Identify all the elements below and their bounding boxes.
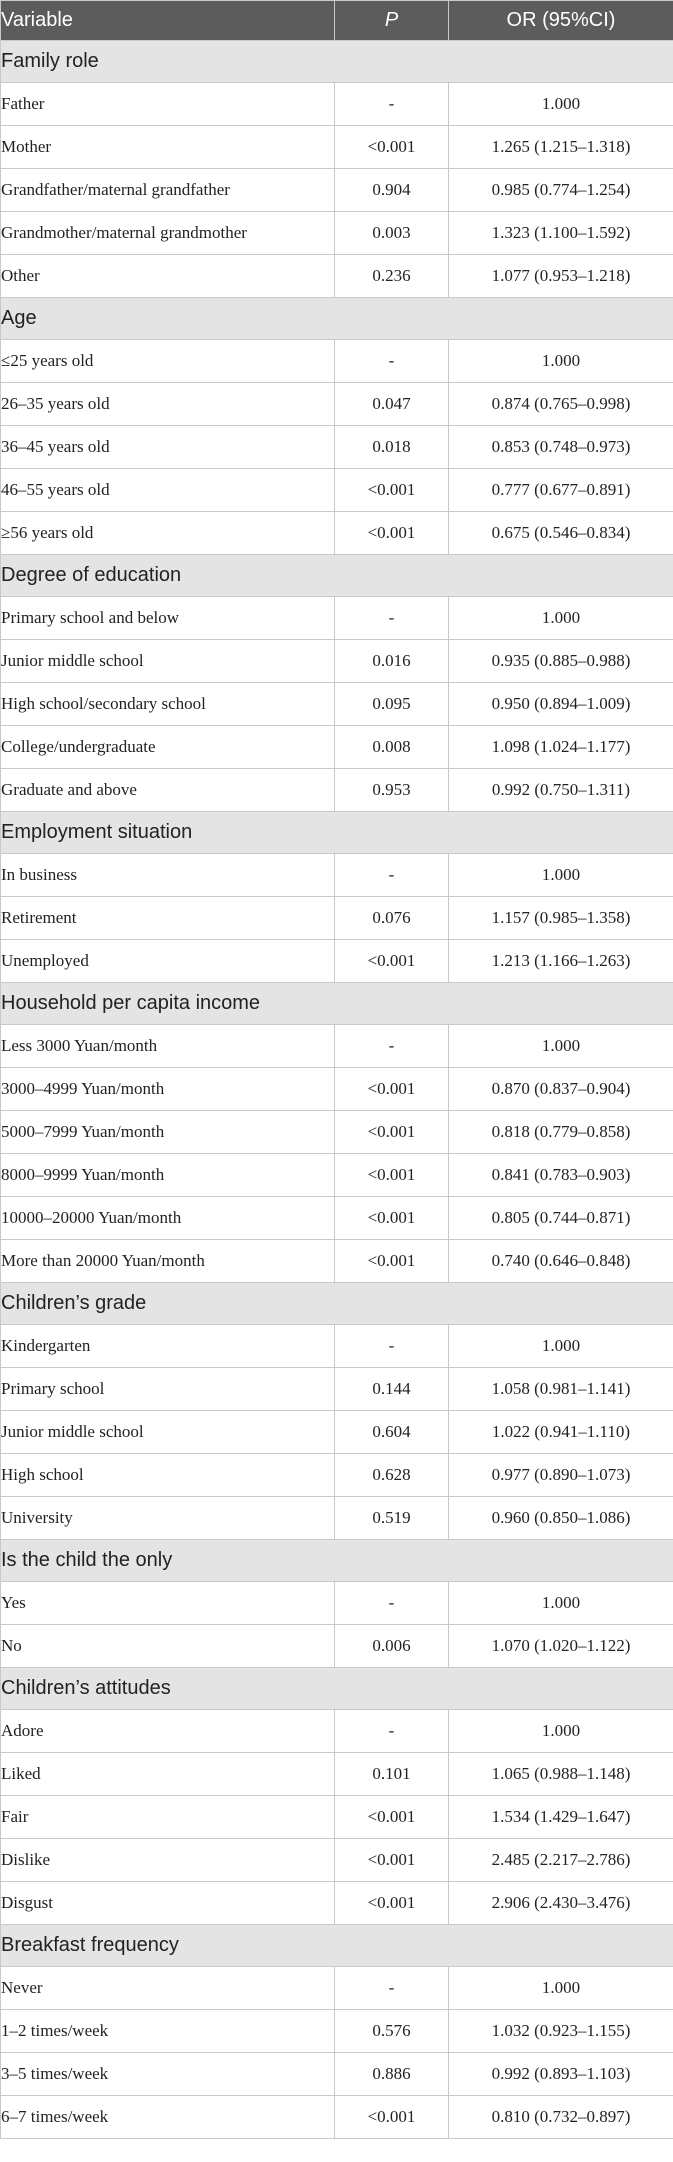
- p-value-cell: 0.236: [335, 255, 449, 298]
- section-title: Age: [1, 298, 673, 340]
- variable-cell: Adore: [1, 1710, 335, 1753]
- variable-cell: 5000–7999 Yuan/month: [1, 1111, 335, 1154]
- table-row: [1, 1753, 673, 1796]
- variable-cell: Grandmother/maternal grandmother: [1, 212, 335, 255]
- header-or: OR (95%CI): [449, 1, 673, 41]
- table-row: [1, 1325, 673, 1368]
- p-value-cell: 0.008: [335, 726, 449, 769]
- p-value-cell: 0.519: [335, 1497, 449, 1540]
- table-row: [1, 512, 673, 555]
- p-value-cell: 0.101: [335, 1753, 449, 1796]
- table-row: [1, 212, 673, 255]
- variable-cell: 3–5 times/week: [1, 2053, 335, 2096]
- variable-cell: Primary school and below: [1, 597, 335, 640]
- variable-cell: 1–2 times/week: [1, 2010, 335, 2053]
- variable-cell: Junior middle school: [1, 1411, 335, 1454]
- table-row: [1, 1710, 673, 1753]
- variable-cell: 3000–4999 Yuan/month: [1, 1068, 335, 1111]
- table-row: [1, 597, 673, 640]
- section-title: Children’s attitudes: [1, 1668, 673, 1710]
- odds-ratio-cell: 0.874 (0.765–0.998): [449, 383, 673, 426]
- odds-ratio-cell: 1.098 (1.024–1.177): [449, 726, 673, 769]
- table-row: [1, 1882, 673, 1925]
- table-row: [1, 854, 673, 897]
- p-value-cell: -: [335, 597, 449, 640]
- section-header-row: [1, 1668, 673, 1710]
- odds-ratio-cell: 0.853 (0.748–0.973): [449, 426, 673, 469]
- odds-ratio-cell: 1.157 (0.985–1.358): [449, 897, 673, 940]
- variable-cell: University: [1, 1497, 335, 1540]
- table-row: [1, 255, 673, 298]
- section-title: Breakfast frequency: [1, 1925, 673, 1967]
- variable-cell: Grandfather/maternal grandfather: [1, 169, 335, 212]
- odds-ratio-cell: 1.000: [449, 340, 673, 383]
- variable-cell: More than 20000 Yuan/month: [1, 1240, 335, 1283]
- odds-ratio-cell: 2.906 (2.430–3.476): [449, 1882, 673, 1925]
- section-title: Children’s grade: [1, 1283, 673, 1325]
- p-value-cell: 0.144: [335, 1368, 449, 1411]
- odds-ratio-cell: 1.032 (0.923–1.155): [449, 2010, 673, 2053]
- odds-ratio-cell: 1.000: [449, 1025, 673, 1068]
- odds-ratio-cell: 0.740 (0.646–0.848): [449, 1240, 673, 1283]
- odds-ratio-cell: 0.950 (0.894–1.009): [449, 683, 673, 726]
- odds-ratio-cell: 0.841 (0.783–0.903): [449, 1154, 673, 1197]
- odds-ratio-cell: 0.960 (0.850–1.086): [449, 1497, 673, 1540]
- variable-cell: Primary school: [1, 1368, 335, 1411]
- variable-cell: Liked: [1, 1753, 335, 1796]
- table-row: [1, 1240, 673, 1283]
- odds-ratio-cell: 0.675 (0.546–0.834): [449, 512, 673, 555]
- variable-cell: High school: [1, 1454, 335, 1497]
- table-row: [1, 2096, 673, 2139]
- table-row: [1, 383, 673, 426]
- variable-cell: Fair: [1, 1796, 335, 1839]
- p-value-cell: 0.904: [335, 169, 449, 212]
- odds-ratio-cell: 0.805 (0.744–0.871): [449, 1197, 673, 1240]
- odds-ratio-cell: 1.000: [449, 597, 673, 640]
- p-value-cell: <0.001: [335, 126, 449, 169]
- p-value-cell: 0.003: [335, 212, 449, 255]
- p-value-cell: 0.016: [335, 640, 449, 683]
- p-value-cell: <0.001: [335, 1154, 449, 1197]
- table-row: [1, 169, 673, 212]
- odds-ratio-cell: 1.000: [449, 1325, 673, 1368]
- p-value-cell: 0.076: [335, 897, 449, 940]
- p-value-cell: -: [335, 340, 449, 383]
- table-row: [1, 1025, 673, 1068]
- variable-cell: Never: [1, 1967, 335, 2010]
- table-row: [1, 126, 673, 169]
- p-value-cell: 0.006: [335, 1625, 449, 1668]
- odds-ratio-cell: 0.870 (0.837–0.904): [449, 1068, 673, 1111]
- odds-ratio-cell: 0.810 (0.732–0.897): [449, 2096, 673, 2139]
- table-row: [1, 640, 673, 683]
- section-header-row: [1, 555, 673, 597]
- table-row: [1, 1967, 673, 2010]
- section-header-row: [1, 41, 673, 83]
- odds-ratio-cell: 0.992 (0.893–1.103): [449, 2053, 673, 2096]
- p-value-cell: <0.001: [335, 940, 449, 983]
- p-value-cell: 0.886: [335, 2053, 449, 2096]
- variable-cell: Unemployed: [1, 940, 335, 983]
- variable-cell: 6–7 times/week: [1, 2096, 335, 2139]
- odds-ratio-cell: 0.818 (0.779–0.858): [449, 1111, 673, 1154]
- p-value-cell: -: [335, 854, 449, 897]
- p-value-cell: -: [335, 1025, 449, 1068]
- section-title: Degree of education: [1, 555, 673, 597]
- odds-ratio-cell: 1.000: [449, 854, 673, 897]
- variable-cell: 36–45 years old: [1, 426, 335, 469]
- variable-cell: Dislike: [1, 1839, 335, 1882]
- p-value-cell: -: [335, 1582, 449, 1625]
- variable-cell: 46–55 years old: [1, 469, 335, 512]
- odds-ratio-cell: 1.070 (1.020–1.122): [449, 1625, 673, 1668]
- table-row: [1, 340, 673, 383]
- section-header-row: [1, 298, 673, 340]
- section-title: Is the child the only: [1, 1540, 673, 1582]
- variable-cell: College/undergraduate: [1, 726, 335, 769]
- variable-cell: In business: [1, 854, 335, 897]
- variable-cell: Junior middle school: [1, 640, 335, 683]
- variable-cell: 8000–9999 Yuan/month: [1, 1154, 335, 1197]
- odds-ratio-cell: 1.000: [449, 1710, 673, 1753]
- section-title: Employment situation: [1, 812, 673, 854]
- table-row: [1, 1839, 673, 1882]
- table-row: [1, 1197, 673, 1240]
- table-row: [1, 1582, 673, 1625]
- odds-ratio-cell: 0.777 (0.677–0.891): [449, 469, 673, 512]
- odds-ratio-cell: 1.022 (0.941–1.110): [449, 1411, 673, 1454]
- p-value-cell: 0.628: [335, 1454, 449, 1497]
- p-value-cell: -: [335, 1710, 449, 1753]
- variable-cell: Other: [1, 255, 335, 298]
- variable-cell: 10000–20000 Yuan/month: [1, 1197, 335, 1240]
- table-row: [1, 2053, 673, 2096]
- table-row: [1, 1497, 673, 1540]
- table-row: [1, 1068, 673, 1111]
- odds-ratio-cell: 1.000: [449, 1967, 673, 2010]
- section-header-row: [1, 1925, 673, 1967]
- section-header-row: [1, 812, 673, 854]
- variable-cell: Disgust: [1, 1882, 335, 1925]
- variable-cell: Retirement: [1, 897, 335, 940]
- header-variable: Variable: [1, 1, 335, 41]
- p-value-cell: <0.001: [335, 469, 449, 512]
- odds-ratio-cell: 1.534 (1.429–1.647): [449, 1796, 673, 1839]
- section-header-row: [1, 1283, 673, 1325]
- p-value-cell: -: [335, 1967, 449, 2010]
- odds-ratio-cell: 0.935 (0.885–0.988): [449, 640, 673, 683]
- p-value-cell: <0.001: [335, 1839, 449, 1882]
- table-row: [1, 940, 673, 983]
- p-value-cell: 0.047: [335, 383, 449, 426]
- table-body: [1, 41, 673, 2139]
- variable-cell: ≤25 years old: [1, 340, 335, 383]
- p-value-cell: 0.576: [335, 2010, 449, 2053]
- p-value-cell: 0.095: [335, 683, 449, 726]
- p-value-cell: <0.001: [335, 512, 449, 555]
- table-row: [1, 1368, 673, 1411]
- variable-cell: 26–35 years old: [1, 383, 335, 426]
- odds-ratio-cell: 2.485 (2.217–2.786): [449, 1839, 673, 1882]
- variable-cell: Father: [1, 83, 335, 126]
- table-row: [1, 1154, 673, 1197]
- variable-cell: High school/secondary school: [1, 683, 335, 726]
- table-row: [1, 2010, 673, 2053]
- odds-ratio-cell: 1.058 (0.981–1.141): [449, 1368, 673, 1411]
- table-row: [1, 1111, 673, 1154]
- odds-ratio-cell: 0.992 (0.750–1.311): [449, 769, 673, 812]
- variable-cell: No: [1, 1625, 335, 1668]
- odds-ratio-cell: 1.265 (1.215–1.318): [449, 126, 673, 169]
- section-header-row: [1, 1540, 673, 1582]
- odds-ratio-cell: 1.065 (0.988–1.148): [449, 1753, 673, 1796]
- p-value-cell: 0.018: [335, 426, 449, 469]
- p-value-cell: -: [335, 1325, 449, 1368]
- p-value-cell: <0.001: [335, 1796, 449, 1839]
- p-value-cell: 0.953: [335, 769, 449, 812]
- section-header-row: [1, 983, 673, 1025]
- variable-cell: Less 3000 Yuan/month: [1, 1025, 335, 1068]
- p-value-cell: <0.001: [335, 1068, 449, 1111]
- table-row: [1, 426, 673, 469]
- variable-cell: Kindergarten: [1, 1325, 335, 1368]
- table-row: [1, 683, 673, 726]
- p-value-cell: 0.604: [335, 1411, 449, 1454]
- odds-ratio-cell: 1.213 (1.166–1.263): [449, 940, 673, 983]
- table-row: [1, 726, 673, 769]
- section-title: Household per capita income: [1, 983, 673, 1025]
- table-row: [1, 1454, 673, 1497]
- table-header-row: [1, 1, 673, 41]
- p-value-cell: <0.001: [335, 1882, 449, 1925]
- odds-ratio-cell: 0.985 (0.774–1.254): [449, 169, 673, 212]
- variable-cell: Mother: [1, 126, 335, 169]
- section-title: Family role: [1, 41, 673, 83]
- odds-ratio-cell: 0.977 (0.890–1.073): [449, 1454, 673, 1497]
- table-row: [1, 1625, 673, 1668]
- table-row: [1, 1796, 673, 1839]
- table-row: [1, 897, 673, 940]
- variable-cell: Graduate and above: [1, 769, 335, 812]
- p-value-cell: -: [335, 83, 449, 126]
- table-row: [1, 469, 673, 512]
- variable-cell: ≥56 years old: [1, 512, 335, 555]
- odds-ratio-cell: 1.000: [449, 83, 673, 126]
- p-value-cell: <0.001: [335, 1111, 449, 1154]
- table-row: [1, 83, 673, 126]
- odds-ratio-cell: 1.323 (1.100–1.592): [449, 212, 673, 255]
- p-value-cell: <0.001: [335, 2096, 449, 2139]
- header-p: P: [335, 1, 449, 41]
- p-value-cell: <0.001: [335, 1240, 449, 1283]
- table-row: [1, 769, 673, 812]
- odds-ratio-cell: 1.000: [449, 1582, 673, 1625]
- variable-cell: Yes: [1, 1582, 335, 1625]
- p-value-cell: <0.001: [335, 1197, 449, 1240]
- table-row: [1, 1411, 673, 1454]
- odds-ratio-cell: 1.077 (0.953–1.218): [449, 255, 673, 298]
